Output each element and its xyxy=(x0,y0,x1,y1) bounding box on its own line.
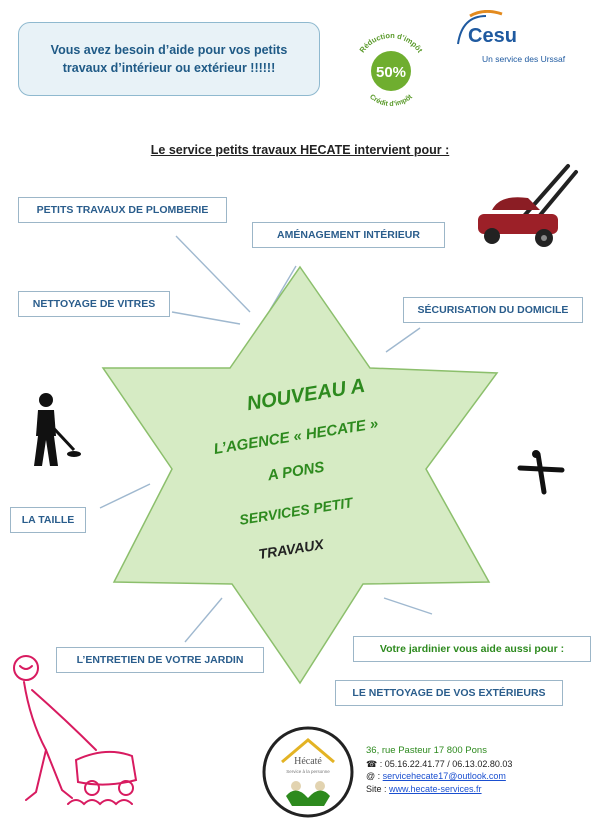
email-prefix: @ : xyxy=(366,771,381,781)
site-prefix: Site : xyxy=(366,783,387,794)
seal-top-text: Réduction d’impôt xyxy=(357,30,425,55)
star-line-1: NOUVEAU A xyxy=(245,374,367,416)
star-line-3: A PONS xyxy=(266,458,326,485)
service-interior: AMÉNAGEMENT INTÉRIEUR xyxy=(252,222,445,248)
promo-line-2: travaux d’intérieur ou extérieur !!!!!! xyxy=(62,61,276,75)
service-security: SÉCURISATION DU DOMICILE xyxy=(403,297,583,323)
child-mower-icon xyxy=(6,650,156,810)
lawn-mower-icon xyxy=(470,160,580,252)
gardener-trimmer-icon xyxy=(24,390,84,470)
contact-email-row xyxy=(366,770,512,783)
intro-text: Le service petits travaux HECATE intervient pour : xyxy=(150,143,450,157)
phone-icon: ☎ xyxy=(366,758,378,769)
star-line-2: L’AGENCE « HECATE » xyxy=(212,415,380,458)
contact-email-link[interactable]: servicehecate17@outlook.com xyxy=(382,771,506,781)
contact-site-link[interactable]: www.hecate-services.fr xyxy=(389,783,482,794)
cesu-tagline: Un service des Urssaf xyxy=(482,54,566,64)
service-windows: NETTOYAGE DE VITRES xyxy=(18,291,170,317)
contact-site-row xyxy=(366,783,512,796)
logo-tagline: Service à la personne xyxy=(286,769,330,774)
service-pruning: LA TAILLE xyxy=(10,507,86,533)
contact-phone-row xyxy=(366,758,512,771)
star-line-5: TRAVAUX xyxy=(257,535,325,563)
contact-block xyxy=(366,745,512,795)
logo-name: Hécaté xyxy=(294,756,322,767)
contact-phone: : 05.16.22.41.77 / 06.13.02.80.03 xyxy=(379,758,513,769)
star-line-4: SERVICES PETIT xyxy=(238,494,354,528)
seal-percent: 50% xyxy=(375,64,407,81)
hecate-logo xyxy=(262,726,354,818)
tools-icon xyxy=(514,450,568,496)
cesu-title: Cesu xyxy=(468,25,517,47)
promo-line-1: Vous avez besoin d’aide pour vos petits xyxy=(50,42,288,57)
seal-bottom-text: Crédit d’impôt xyxy=(368,93,414,109)
service-outdoor-cleaning: LE NETTOYAGE DE VOS EXTÉRIEURS xyxy=(335,680,563,706)
service-garden: L’ENTRETIEN DE VOTRE JARDIN xyxy=(56,647,264,673)
contact-address: 36, rue Pasteur 17 800 Pons xyxy=(366,745,487,756)
gardener-note: Votre jardinier vous aide aussi pour : xyxy=(353,636,591,662)
service-plumbing: PETITS TRAVAUX DE PLOMBERIE xyxy=(18,197,227,223)
